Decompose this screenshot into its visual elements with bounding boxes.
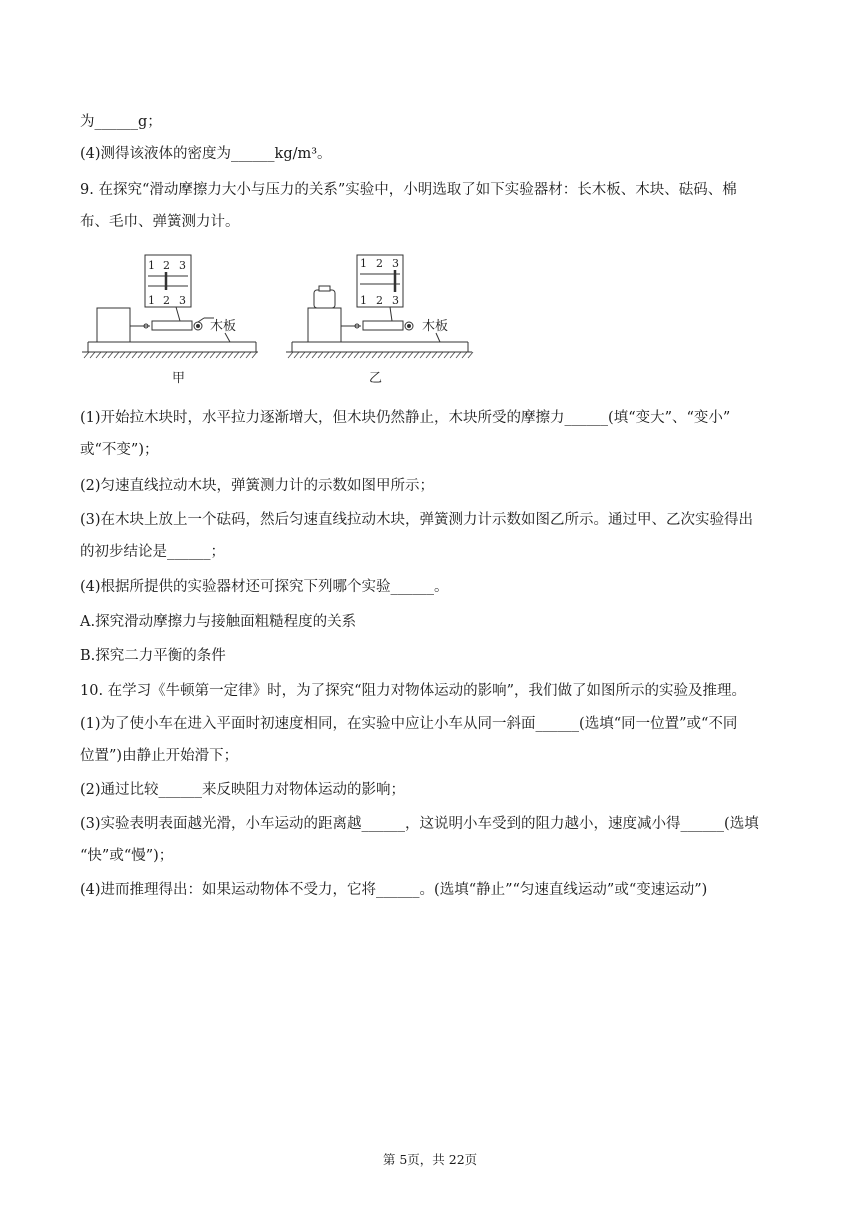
hatch-stroke <box>396 352 401 358</box>
board-label: 木板 <box>422 319 449 334</box>
scale-tick: 3 <box>392 257 399 270</box>
hatch-stroke <box>372 352 377 358</box>
hatch-stroke <box>162 352 167 358</box>
hatch-stroke <box>222 352 227 358</box>
hatch-stroke <box>420 352 425 358</box>
hatch-stroke <box>192 352 197 358</box>
hatch-stroke <box>342 352 347 358</box>
option-b: B.探究二力平衡的条件 <box>80 648 226 664</box>
hatch-stroke <box>84 352 89 358</box>
hatch-stroke <box>324 352 329 358</box>
hatch-stroke <box>252 352 257 358</box>
hatch-stroke <box>126 352 131 358</box>
scale-tick: 1 <box>360 257 367 270</box>
hatch-stroke <box>186 352 191 358</box>
text-line: (3)在木块上放上一个砝码，然后匀速直线拉动木块，弹簧测力计示数如图乙所示。通过甲、乙次实验得出 <box>80 512 754 528</box>
hatch-stroke <box>414 352 419 358</box>
text-line: (4)进而推理得出：如果运动物体不受力，它将______。(选填“静止”“匀速直线运动”或“变速运动”) <box>80 882 708 898</box>
hatch-stroke <box>336 352 341 358</box>
hatch-stroke <box>330 352 335 358</box>
scale-tick: 1 <box>148 294 155 307</box>
wood-block-yi <box>308 308 341 342</box>
hatch-stroke <box>138 352 143 358</box>
hatch-stroke <box>318 352 323 358</box>
text-line: (1)为了使小车在进入平面时初速度相同，在实验中应让小车从同一斜面______(选填“同一位置”或“不同 <box>80 716 738 732</box>
hatch-stroke <box>288 352 293 358</box>
hatch-stroke <box>348 352 353 358</box>
hatch-stroke <box>306 352 311 358</box>
hatch-stroke <box>198 352 203 358</box>
text-line: 位置”)由静止开始滑下； <box>80 748 239 764</box>
hatch-stroke <box>204 352 209 358</box>
scale-tick: 2 <box>376 257 383 270</box>
hatch-stroke <box>174 352 179 358</box>
text-line: (4)测得该液体的密度为______kg/m³。 <box>80 146 332 162</box>
page-footer: 第 5页，共 22页 <box>382 1152 478 1167</box>
text-line: (4)根据所提供的实验器材还可探究下列哪个实验______。 <box>80 579 449 595</box>
hatch-stroke <box>114 352 119 358</box>
scale-tick: 3 <box>179 259 186 272</box>
spring-scale-jia <box>130 255 214 330</box>
text-line: (1)开始拉木块时，水平拉力逐渐增大，但木块仍然静止，木块所受的摩擦力______(填“变大”、“变小” <box>80 410 731 426</box>
hatch-stroke <box>432 352 437 358</box>
ground-hatch <box>84 352 473 358</box>
text-line: (3)实验表明表面越光滑，小车运动的距离越______，这说明小车受到的阻力越小，速度减小得______(选填 <box>80 816 759 832</box>
hatch-stroke <box>150 352 155 358</box>
hatch-stroke <box>294 352 299 358</box>
text-line: (2)匀速直线拉动木块，弹簧测力计的示数如图甲所示； <box>80 478 435 494</box>
hatch-stroke <box>354 352 359 358</box>
hatch-stroke <box>108 352 113 358</box>
hatch-stroke <box>456 352 461 358</box>
hatch-stroke <box>444 352 449 358</box>
hatch-stroke <box>426 352 431 358</box>
figure-label-yi: 乙 <box>369 371 383 386</box>
text-line: “快”或“慢”)； <box>80 848 174 864</box>
text-line: (2)通过比较______来反映阻力对物体运动的影响； <box>80 782 406 798</box>
hatch-stroke <box>180 352 185 358</box>
hatch-stroke <box>210 352 215 358</box>
hatch-stroke <box>438 352 443 358</box>
figure-label-jia: 甲 <box>172 371 186 386</box>
hatch-stroke <box>312 352 317 358</box>
scale-tick: 1 <box>360 294 367 307</box>
weight-mass <box>314 290 335 308</box>
wood-block-jia <box>97 308 130 342</box>
text-line: 布、毛巾、弹簧测力计。 <box>80 214 240 230</box>
hatch-stroke <box>384 352 389 358</box>
hatch-stroke <box>102 352 107 358</box>
hatch-stroke <box>120 352 125 358</box>
hatch-stroke <box>228 352 233 358</box>
scale-tick: 2 <box>163 259 170 272</box>
hatch-stroke <box>408 352 413 358</box>
hatch-stroke <box>246 352 251 358</box>
question-9-stem: 9. 在探究“滑动摩擦力大小与压力的关系”实验中，小明选取了如下实验器材：长木板、木块、砝码、棉 <box>80 182 737 198</box>
hatch-stroke <box>378 352 383 358</box>
hatch-stroke <box>450 352 455 358</box>
hatch-stroke <box>168 352 173 358</box>
hatch-stroke <box>360 352 365 358</box>
friction-experiment-figure <box>80 250 480 390</box>
hatch-stroke <box>240 352 245 358</box>
question-10-stem: 10. 在学习《牛顿第一定律》时，为了探究“阻力对物体运动的影响”，我们做了如图所示的实验及推理。 <box>80 683 746 699</box>
hatch-stroke <box>300 352 305 358</box>
scale-tick: 3 <box>179 294 186 307</box>
scale-tick: 1 <box>148 259 155 272</box>
hatch-stroke <box>402 352 407 358</box>
hatch-stroke <box>132 352 137 358</box>
scale-tick: 2 <box>376 294 383 307</box>
text-line: 为______g； <box>80 114 162 130</box>
hatch-stroke <box>216 352 221 358</box>
text-line: 的初步结论是______； <box>80 544 225 560</box>
option-a: A.探究滑动摩擦力与接触面粗糙程度的关系 <box>80 614 357 630</box>
hatch-stroke <box>234 352 239 358</box>
scale-tick: 3 <box>392 294 399 307</box>
hatch-stroke <box>156 352 161 358</box>
hatch-stroke <box>468 352 473 358</box>
hatch-stroke <box>390 352 395 358</box>
text-line: 或“不变”)； <box>80 442 159 458</box>
hatch-stroke <box>462 352 467 358</box>
hatch-stroke <box>96 352 101 358</box>
board-label: 木板 <box>210 319 237 334</box>
hatch-stroke <box>144 352 149 358</box>
scale-tick: 2 <box>163 294 170 307</box>
hatch-stroke <box>90 352 95 358</box>
hatch-stroke <box>366 352 371 358</box>
